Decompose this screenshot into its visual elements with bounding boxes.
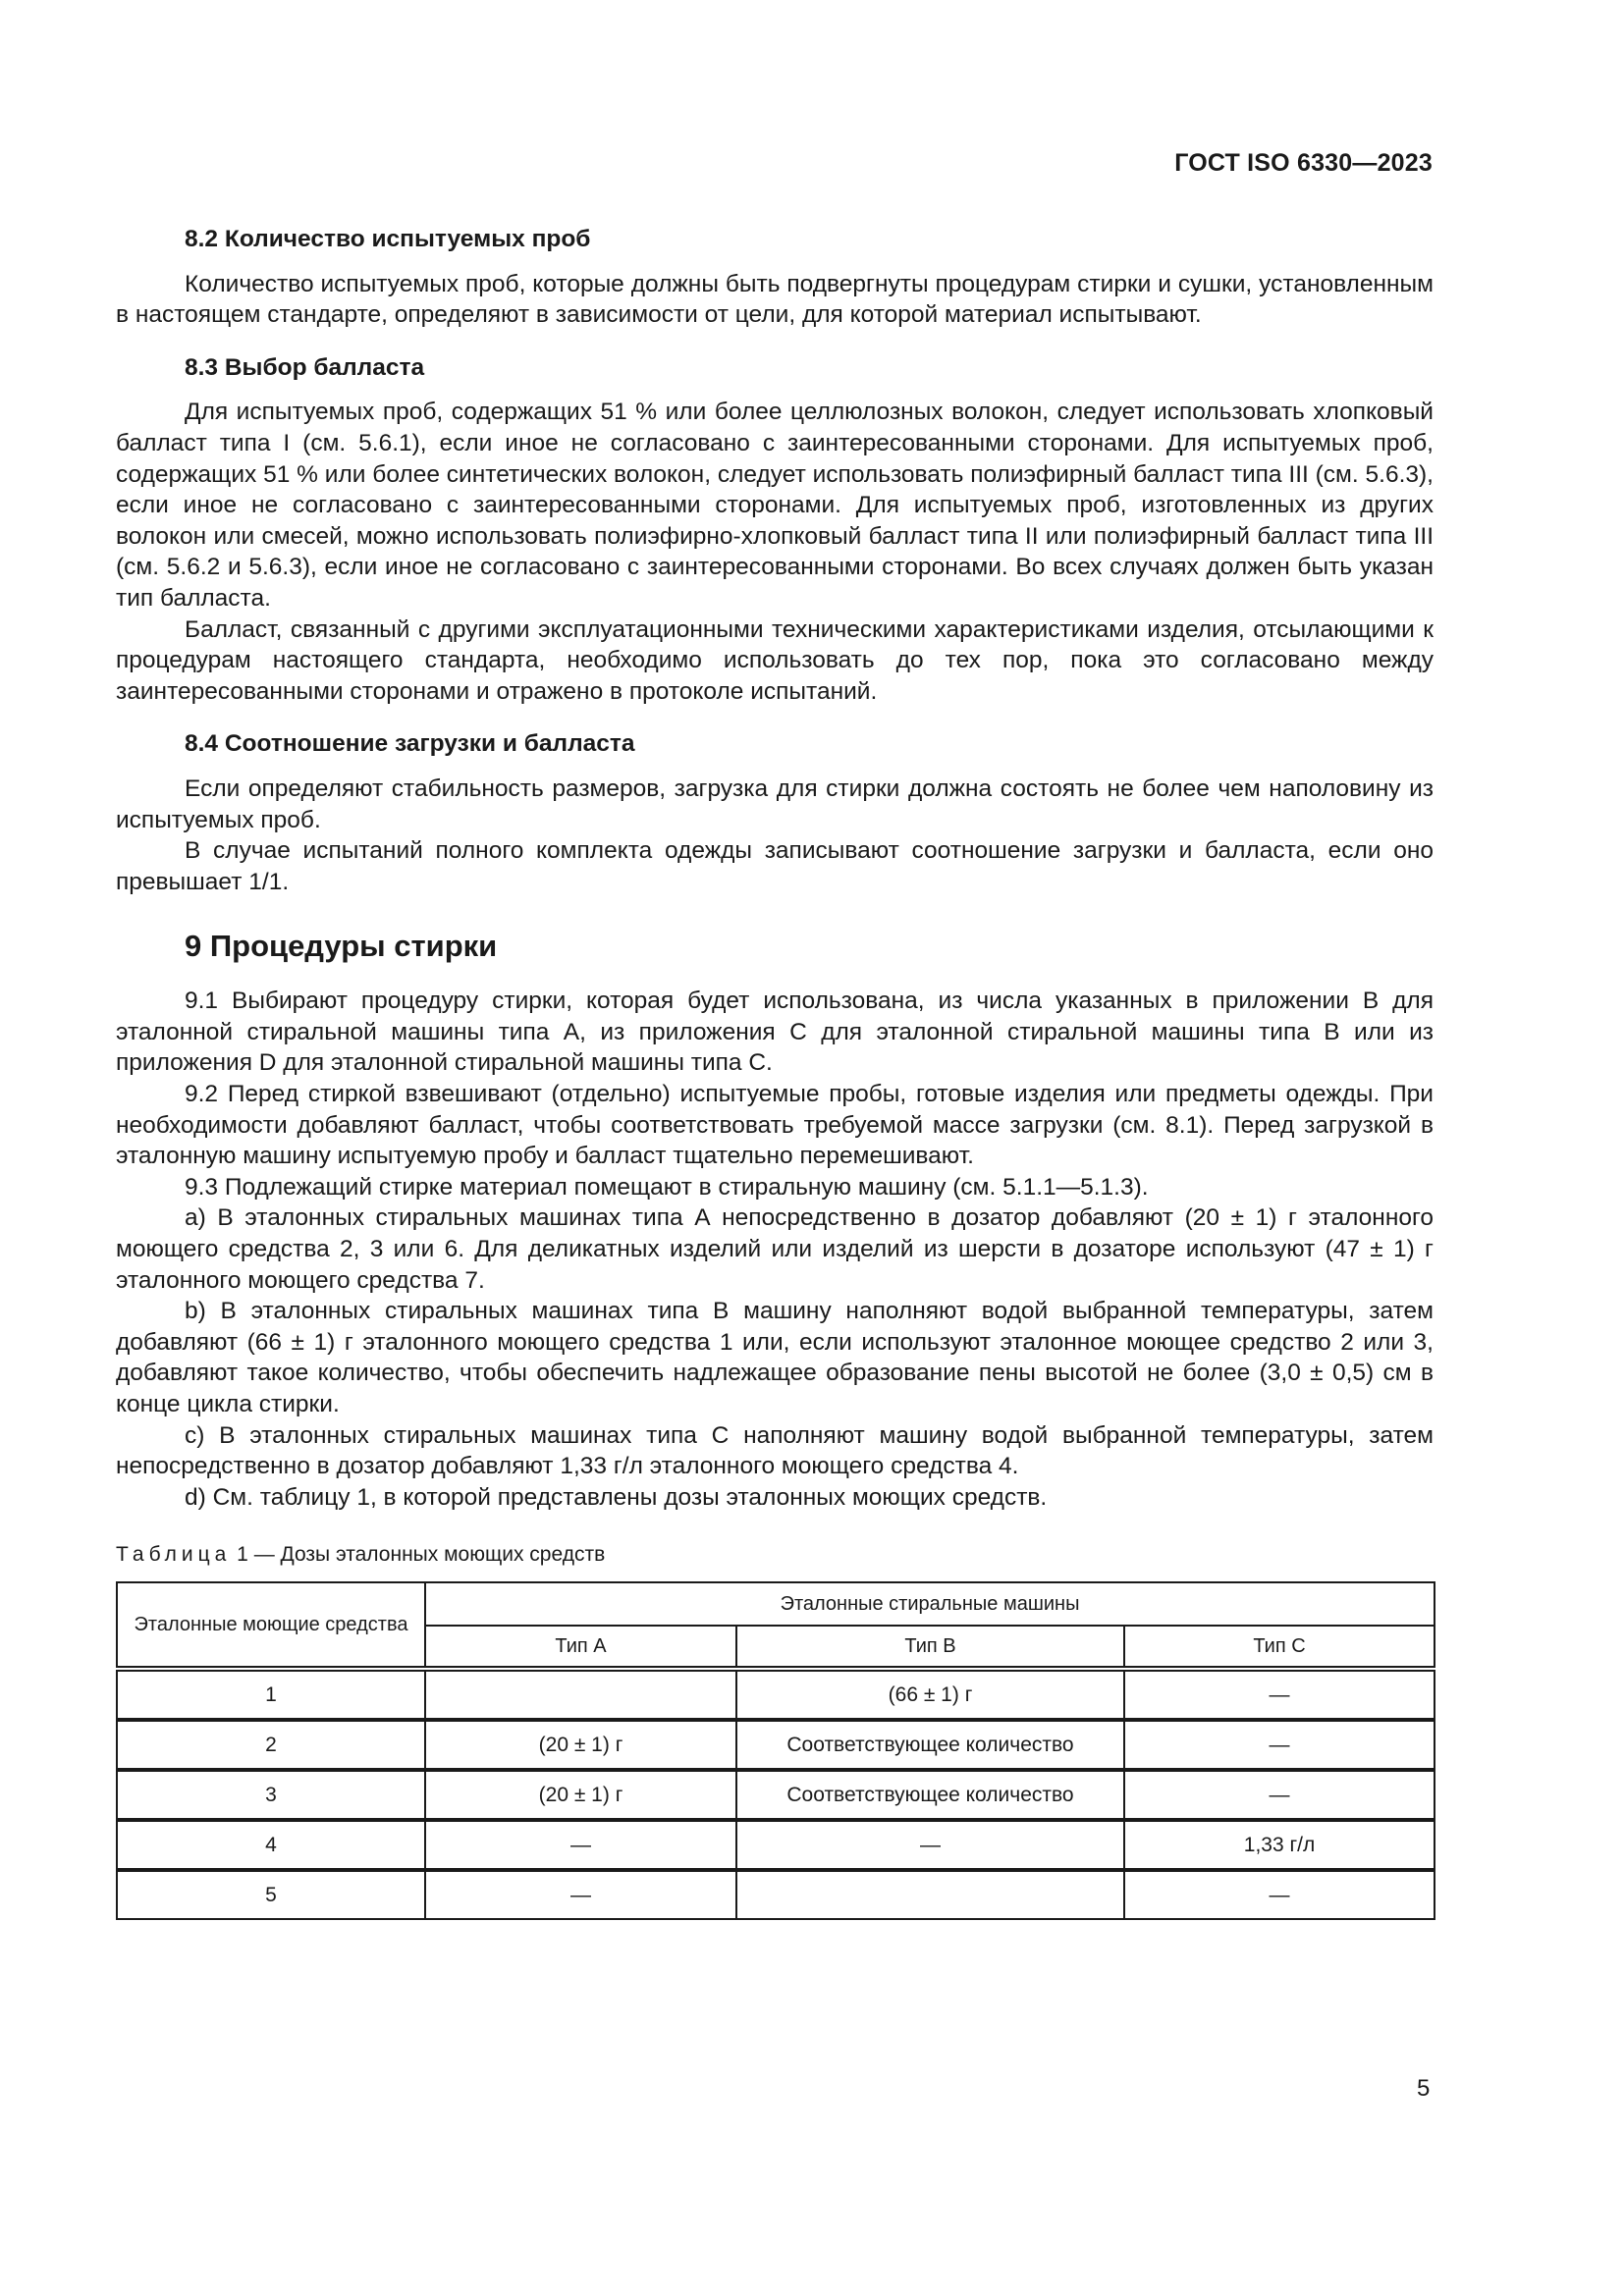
paragraph: Для испытуемых проб, содержащих 51 % или более целлюлозных волокон, следует использовать хлопковый балласт типа I (см. 5.6.1), если иное не согласовано с заинтересованными сторонами. Для испытуемых проб, содержащих 51 % или более синтетических волокон, следует использовать полиэфирный балласт типа III (см. 5.6.3), если иное не согласовано с заинтересованными сторонами. Для испытуемых проб, изготовленных из других волокон или смесей, можно использовать полиэфирно-хлопковый балласт типа II или полиэфирный балласт типа III (см. 5.6.2 и 5.6.3), если иное не согласовано с заинтересованными сторонами. Во всех случаях должен быть указан тип балласта. bbox=[116, 399, 1434, 612]
table-caption-label: Таблица bbox=[116, 1543, 232, 1567]
table-row bbox=[117, 1720, 1435, 1770]
cell-type-b: Соответствующее количество bbox=[736, 1770, 1124, 1820]
column-header-type-c: Тип С bbox=[1124, 1626, 1435, 1669]
table-caption-title: 1 — Дозы эталонных моющих средств bbox=[231, 1543, 606, 1567]
page-content bbox=[116, 224, 1434, 1920]
paragraph: В случае испытаний полного комплекта одежды записывают соотношение загрузки и балласта, если оно превышает 1/1. bbox=[116, 837, 1434, 895]
cell-type-b bbox=[736, 1870, 1124, 1919]
cell-type-a: (20 ± 1) г bbox=[425, 1770, 736, 1820]
column-group-header-machines: Эталонные стиральные машины bbox=[425, 1582, 1435, 1626]
cell-type-c: — bbox=[1124, 1720, 1435, 1770]
cell-type-b: — bbox=[736, 1820, 1124, 1870]
column-header-detergents: Эталонные моющие средства bbox=[117, 1582, 425, 1669]
cell-type-a bbox=[425, 1669, 736, 1720]
cell-agent: 3 bbox=[117, 1770, 425, 1820]
section-heading-9: 9 Процедуры стирки bbox=[185, 929, 498, 964]
column-header-type-b: Тип В bbox=[736, 1626, 1124, 1669]
table-row bbox=[117, 1820, 1435, 1870]
paragraph: Балласт, связанный с другими эксплуатационными техническими характеристиками изделия, отсылающими к процедурам настоящего стандарта, необходимо использовать до тех пор, пока это согласовано между заинтересованными сторонами и отражено в протоколе испытаний. bbox=[116, 615, 1434, 705]
cell-type-a: (20 ± 1) г bbox=[425, 1720, 736, 1770]
paragraph: 9.1 Выбирают процедуру стирки, которая будет использована, из числа указанных в приложении В для эталонной стиральной машины типа А, из приложения С для эталонной стиральной машины типа В или из приложения D для эталонной стиральной машины типа С. bbox=[116, 988, 1434, 1077]
table-row bbox=[117, 1669, 1435, 1720]
cell-type-a: — bbox=[425, 1820, 736, 1870]
cell-agent: 1 bbox=[117, 1669, 425, 1720]
section-heading-8-4: 8.4 Соотношение загрузки и балласта bbox=[185, 730, 635, 758]
cell-type-b: Соответствующее количество bbox=[736, 1720, 1124, 1770]
table-row bbox=[117, 1870, 1435, 1919]
page-number: 5 bbox=[1417, 2075, 1431, 2102]
cell-type-c: — bbox=[1124, 1669, 1435, 1720]
cell-type-c: — bbox=[1124, 1770, 1435, 1820]
cell-type-b: (66 ± 1) г bbox=[736, 1669, 1124, 1720]
paragraph: b) В эталонных стиральных машинах типа В машину наполняют водой выбранной температуры, затем добавляют (66 ± 1) г эталонного моющего средства 1 или, если используют эталонное моющее средство 2 или 3, добавляют такое количество, чтобы обеспечить надлежащее образование пены высотой не более (3,0 ± 0,5) см в конце цикла стирки. bbox=[116, 1298, 1434, 1417]
paragraph: 9.3 Подлежащий стирке материал помещают в стиральную машину (см. 5.1.1—5.1.3). bbox=[185, 1173, 1149, 1201]
cell-agent: 2 bbox=[117, 1720, 425, 1770]
column-header-type-a: Тип А bbox=[425, 1626, 736, 1669]
table-caption bbox=[116, 1542, 1434, 1568]
paragraph: 9.2 Перед стиркой взвешивают (отдельно) испытуемые пробы, готовые изделия или предметы одежды. При необходимости добавляют балласт, чтобы соответствовать требуемой массе загрузки (см. 8.1). Перед загрузкой в эталонную машину испытуемую пробу и балласт тщательно перемешивают. bbox=[116, 1081, 1434, 1170]
detergent-dose-table bbox=[116, 1581, 1435, 1920]
table-row bbox=[117, 1770, 1435, 1820]
paragraph: Количество испытуемых проб, которые должны быть подвергнуты процедурам стирки и сушки, установленным в настоящем стандарте, определяют в зависимости от цели, для которой материал испытывают. bbox=[116, 270, 1434, 329]
section-heading-8-2: 8.2 Количество испытуемых проб bbox=[185, 226, 591, 252]
cell-agent: 5 bbox=[117, 1870, 425, 1919]
cell-type-c: 1,33 г/л bbox=[1124, 1820, 1435, 1870]
cell-type-a: — bbox=[425, 1870, 736, 1919]
cell-agent: 4 bbox=[117, 1820, 425, 1870]
section-heading-8-3: 8.3 Выбор балласта bbox=[185, 353, 425, 381]
paragraph: a) В эталонных стиральных машинах типа А непосредственно в дозатор добавляют (20 ± 1) г эталонного моющего средства 2, 3 или 6. Для деликатных изделий или изделий из шерсти в дозаторе используют (47 ± 1) г эталонного моющего средства 7. bbox=[116, 1204, 1434, 1294]
paragraph: Если определяют стабильность размеров, загрузка для стирки должна состоять не более чем наполовину из испытуемых проб. bbox=[116, 774, 1434, 833]
document-header: ГОСТ ISO 6330—2023 bbox=[1174, 149, 1433, 177]
paragraph: c) В эталонных стиральных машинах типа С наполняют машину водой выбранной температуры, затем непосредственно в дозатор добавляют 1,33 г/л эталонного моющего средства 4. bbox=[116, 1421, 1434, 1480]
paragraph: d) См. таблицу 1, в которой представлены дозы эталонных моющих средств. bbox=[185, 1483, 1048, 1511]
cell-type-c: — bbox=[1124, 1870, 1435, 1919]
